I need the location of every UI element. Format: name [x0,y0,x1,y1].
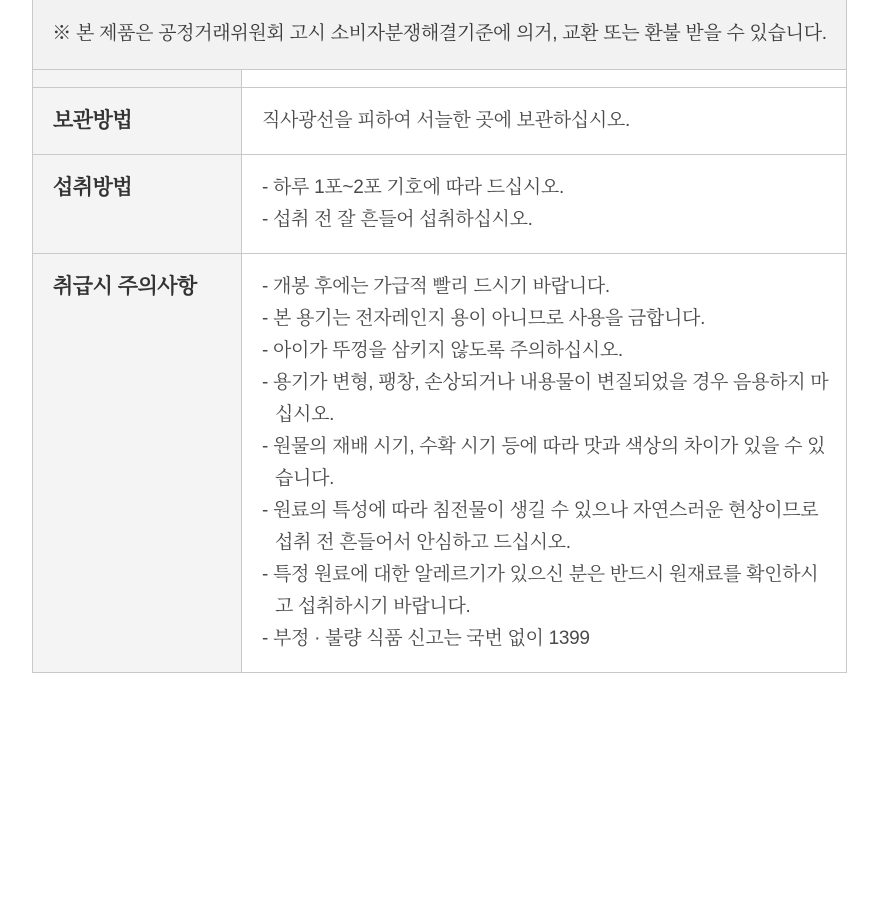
table-row-intake-method [33,155,846,254]
table-row-storage-method [33,88,846,155]
bullet-line: - 특정 원료에 대한 알레르기가 있으신 분은 반드시 원재료를 확인하시고 섭취하시기 바랍니다. [262,564,819,617]
bullet-line: - 본 용기는 전자레인지 용이 아니므로 사용을 금합니다. [262,308,706,329]
bullet-line: - 원물의 재배 시기, 수확 시기 등에 따라 맛과 색상의 차이가 있을 수 있습니다. [262,436,826,489]
exchange-refund-notice [32,0,847,70]
bullet-line: - 개봉 후에는 가급적 빨리 드시기 바랍니다. [262,276,610,297]
table-row-handling-precautions [33,254,846,673]
value-intake-method [242,155,846,253]
bullet-line: - 용기가 변형, 팽창, 손상되거나 내용물이 변질되었을 경우 음용하지 마십시오. [262,372,829,425]
product-info-table [32,0,847,673]
bullet-line: - 하루 1포~2포 기호에 따라 드십시오. [262,177,564,198]
bullet-line: - 원료의 특성에 따라 침전물이 생길 수 있으나 자연스러운 현상이므로 섭취 전 흔들어서 안심하고 드십시오. [262,500,819,553]
label-handling-precautions: 취급시 주의사항 [33,254,242,672]
bullet-line: - 아이가 뚜껑을 삼키지 않도록 주의하십시오. [262,340,623,361]
label-storage-method: 보관방법 [33,88,242,154]
label-intake-method: 섭취방법 [33,155,242,253]
bullet-line: - 섭취 전 잘 흔들어 섭취하십시오. [262,209,533,230]
value-storage-method: 직사광선을 피하여 서늘한 곳에 보관하십시오. [262,110,630,131]
bullet-line: - 부정 · 불량 식품 신고는 국번 없이 1399 [262,628,590,649]
value-handling-precautions [242,254,846,672]
exchange-refund-notice-text: ※ 본 제품은 공정거래위원회 고시 소비자분쟁해결기준에 의거, 교환 또는 환불 받을 수 있습니다. [52,23,827,44]
